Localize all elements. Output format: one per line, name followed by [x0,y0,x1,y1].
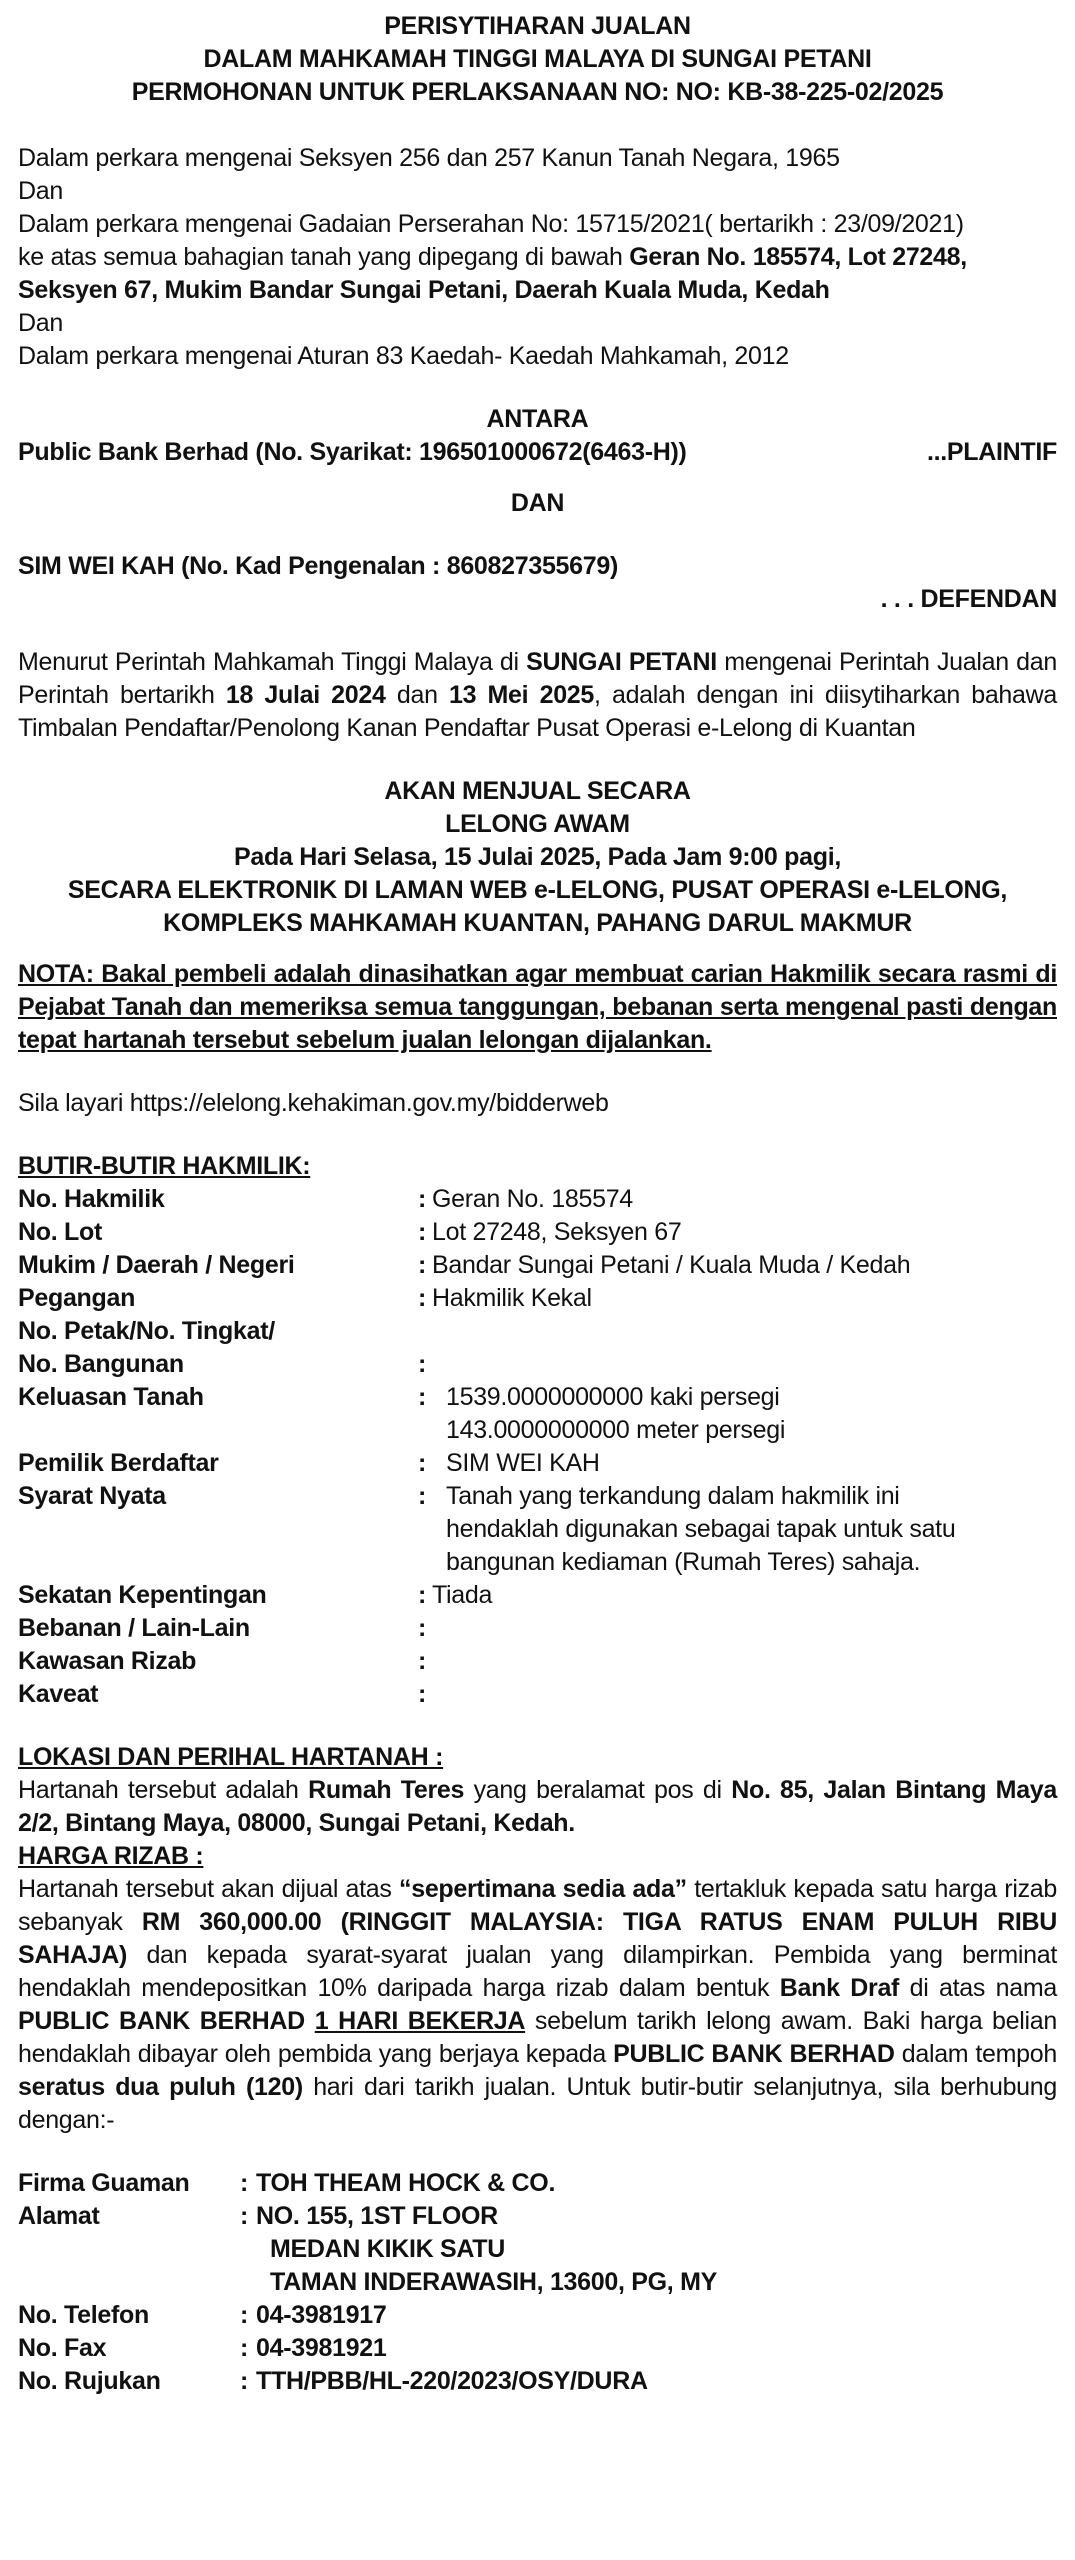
location-text: yang beralamat pos di [464,1776,732,1804]
court-name: DALAM MAHKAMAH TINGGI MALAYA DI SUNGAI PETANI [203,45,872,73]
detail-value [432,1480,1057,1579]
reserve-text: dan kepada syarat-syarat jualan yang dilampirkan. Pembida yang berminat hendaklah mendepositkan 10% daripada harga rizab dalam bentuk [18,1941,1057,2002]
detail-colon: : [418,1647,427,1675]
detail-label: Sekatan Kepentingan [18,1581,267,1609]
reference-number: TTH/PBB/HL-220/2023/OSY/DURA [256,2367,648,2395]
phone-number: 04-3981917 [256,2301,387,2329]
detail-label: Bebanan / Lain-Lain [18,1614,250,1642]
order-court-location: SUNGAI PETANI [526,648,717,676]
title-details-table [18,1183,1057,1711]
court-order-paragraph [18,646,1057,745]
detail-colon: : [418,1449,427,1477]
detail-colon: : [418,1482,427,1510]
contact-colon: : [240,2169,249,2197]
detail-label: No. Hakmilik [18,1185,165,1213]
plaintiff-name: Public Bank Berhad (No. Syarikat: 196501000672(6463-H)) [18,438,687,466]
bank-draft-text: Bank Draf [779,1974,900,2002]
matter-3: Dalam perkara mengenai Aturan 83 Kaedah- Kaedah Mahkamah, 2012 [18,342,789,370]
detail-label: Kawasan Rizab [18,1647,197,1675]
defendant-role: . . . DEFENDAN [880,585,1057,613]
auction-line-1: AKAN MENJUAL SECARA [384,777,691,805]
land-area-sqft: 1539.0000000000 kaki persegi [446,1383,780,1411]
condition-line: Tanah yang terkandung dalam hakmilik ini [446,1482,900,1510]
reserve-text: tertakluk kepada satu harga rizab sebanyak [18,1875,1057,1936]
application-number: PERMOHONAN UNTUK PERLAKSANAAN NO: NO: KB-38-225-02/2025 [131,78,944,106]
reserve-price-heading: HARGA RIZAB : [18,1842,204,1870]
detail-colon: : [418,1350,427,1378]
location-paragraph [18,1774,1057,1840]
location-text: Hartanah tersebut adalah [18,1776,309,1804]
working-day-deadline: 1 HARI BEKERJA [314,2007,526,2035]
payee-bank: PUBLIC BANK BERHAD [18,2007,305,2035]
detail-value: Bandar Sungai Petani / Kuala Muda / Kedah [432,1251,911,1279]
detail-label: Pemilik Berdaftar [18,1449,219,1477]
detail-colon: : [418,1284,427,1312]
elelong-link-text: Sila layari https://elelong.kehakiman.gov.my/bidderweb [18,1089,609,1117]
order-text: Menurut Perintah Mahkamah Tinggi Malaya di [18,648,527,676]
firm-address [256,2200,1057,2299]
contact-colon: : [240,2202,249,2230]
detail-label: Kaveat [18,1680,99,1708]
nota-advisory: NOTA: Bakal pembeli adalah dinasihatkan agar membuat carian Hakmilik secara rasmi di Pejabat Tanah dan memeriksa semua tanggungan, bebanan serta mengenal pasti dengan tepat hartanah tersebut sebelum jualan lelongan dijalankan. [18,960,1057,1054]
notice-title: PERISYTIHARAN JUALAN [384,12,691,40]
detail-label: Keluasan Tanah [18,1383,204,1411]
order-text: mengenai Perintah Jualan dan Perintah bertarikh [18,648,1057,709]
detail-label: No. Lot [18,1218,102,1246]
as-is-clause: “sepertimana sedia ada” [399,1875,687,1903]
detail-colon: : [418,1251,427,1279]
antara-heading: ANTARA [486,405,589,433]
detail-colon: : [418,1614,427,1642]
law-firm-name: TOH THEAM HOCK & CO. [256,2169,556,2197]
detail-label: No. Bangunan [18,1350,184,1378]
land-area-sqm: 143.0000000000 meter persegi [446,1416,786,1444]
contact-colon: : [240,2367,249,2395]
detail-label: Mukim / Daerah / Negeri [18,1251,295,1279]
detail-label: No. Petak/No. Tingkat/ [18,1317,275,1345]
address-line: MEDAN KIKIK SATU [270,2235,506,2263]
matter-2-text: ke atas semua bahagian tanah yang dipegang di bawah [18,243,630,271]
detail-label: Pegangan [18,1284,136,1312]
order-date-2: 13 Mei 2025 [449,681,595,709]
detail-colon: : [418,1218,427,1246]
matter-connector: Dan [18,177,63,205]
auction-venue-2: KOMPLEKS MAHKAMAH KUANTAN, PAHANG DARUL MAKMUR [163,909,912,937]
detail-value: Hakmilik Kekal [432,1284,592,1312]
address-line: TAMAN INDERAWASIH, 13600, PG, MY [270,2268,717,2296]
detail-colon: : [418,1581,427,1609]
contact-label: No. Telefon [18,2301,149,2329]
condition-line: bangunan kediaman (Rumah Teres) sahaja. [446,1548,921,1576]
payee-bank: PUBLIC BANK BERHAD [613,2040,895,2068]
matter-2-line-2 [18,241,1057,274]
address-line: NO. 155, 1ST FLOOR [256,2202,498,2230]
reserve-text: hari dari tarikh jualan. Untuk butir-butir selanjutnya, sila berhubung dengan:- [18,2073,1057,2134]
notice-header [18,10,1057,109]
location-heading: LOKASI DAN PERIHAL HARTANAH : [18,1743,444,1771]
matters-section [18,142,1057,373]
reserve-price-amount: RM 360,000.00 (RINGGIT MALAYSIA: TIGA RATUS ENAM PULUH RIBU SAHAJA) [18,1908,1057,1969]
detail-colon: : [418,1680,427,1708]
auction-date-time: Pada Hari Selasa, 15 Julai 2025, Pada Jam 9:00 pagi, [234,843,841,871]
detail-value: Geran No. 185574 [432,1185,633,1213]
order-text: , adalah dengan ini diisytiharkan bahawa Timbalan Pendaftar/Penolong Kanan Pendaftar Pusat Operasi e-Lelong di Kuantan [18,681,1057,742]
auction-announcement [18,775,1057,940]
matter-connector: Dan [18,309,63,337]
parties-section [18,403,1057,616]
plaintiff-row [18,436,1057,469]
reserve-price-paragraph [18,1873,1057,2137]
order-text: dan [385,681,450,709]
defendant-name: SIM WEI KAH (No. Kad Pengenalan : 860827355679) [18,552,618,580]
detail-value: SIM WEI KAH [446,1449,600,1477]
contact-label: Alamat [18,2202,100,2230]
property-address: No. 85, Jalan Bintang Maya 2/2, Bintang Maya, 08000, Sungai Petani, Kedah. [18,1776,1058,1837]
auction-line-2: LELONG AWAM [445,810,630,838]
contact-label: Firma Guaman [18,2169,190,2197]
auction-venue-1: SECARA ELEKTRONIK DI LAMAN WEB e-LELONG, PUSAT OPERASI e-LELONG, [67,876,1008,904]
condition-line: hendaklah digunakan sebagai tapak untuk satu [446,1515,956,1543]
detail-label: Syarat Nyata [18,1482,166,1510]
property-type: Rumah Teres [308,1776,465,1804]
reserve-text: di atas nama [899,1974,1057,2002]
contact-table [18,2167,1057,2398]
reserve-text [305,2007,315,2035]
contact-colon: : [240,2334,249,2362]
plaintiff-role: ...PLAINTIF [926,438,1057,466]
payment-period: seratus dua puluh (120) [18,2073,303,2101]
contact-label: No. Rujukan [18,2367,161,2395]
title-reference: Geran No. 185574, Lot 27248, [629,243,967,271]
dan-heading: DAN [510,489,565,517]
matter-2-line-1: Dalam perkara mengenai Gadaian Perserahan No: 15715/2021( bertarikh : 23/09/2021) [18,210,964,238]
fax-number: 04-3981921 [256,2334,387,2362]
order-date-1: 18 Julai 2024 [225,681,386,709]
matter-2-line-3: Seksyen 67, Mukim Bandar Sungai Petani, Daerah Kuala Muda, Kedah [18,276,830,304]
detail-value: Lot 27248, Seksyen 67 [432,1218,682,1246]
reserve-text: sebelum tarikh lelong awam. Baki harga belian hendaklah dibayar oleh pembida yang berjaya kepada [18,2007,1057,2068]
contact-label: No. Fax [18,2334,107,2362]
title-details-heading: BUTIR-BUTIR HAKMILIK: [18,1152,311,1180]
detail-value: Tiada [432,1581,493,1609]
detail-colon: : [418,1383,427,1411]
matter-1: Dalam perkara mengenai Seksyen 256 dan 257 Kanun Tanah Negara, 1965 [18,144,840,172]
reserve-text: Hartanah tersebut akan dijual atas [18,1875,400,1903]
contact-colon: : [240,2301,249,2329]
detail-colon: : [418,1185,427,1213]
reserve-text: dalam tempoh [894,2040,1057,2068]
detail-value [432,1381,1057,1447]
